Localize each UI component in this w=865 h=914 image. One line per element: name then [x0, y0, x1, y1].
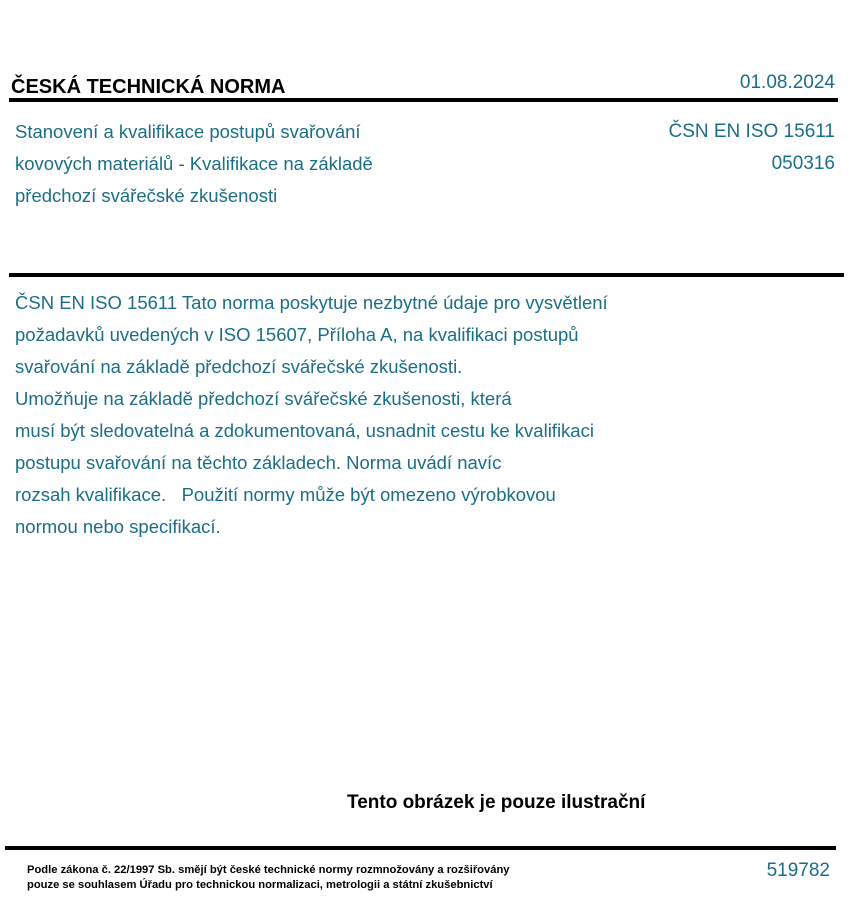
- catalog-number: 519782: [766, 860, 830, 881]
- abstract-line: požadavků uvedených v ISO 15607, Příloha A, na kvalifikaci postupů: [15, 324, 579, 345]
- abstract-line: musí být sledovatelná a zdokumentovaná, usnadnit cestu ke kvalifikaci: [15, 420, 594, 441]
- norm-class-code: 050316: [771, 153, 835, 174]
- abstract-line: svařování na základě předchozí svářečské zkušenosti.: [15, 356, 463, 377]
- document-heading: ČESKÁ TECHNICKÁ NORMA: [11, 76, 286, 98]
- norm-identification: [668, 116, 835, 180]
- illustrative-notice: Tento obrázek je pouze ilustrační: [347, 792, 646, 813]
- abstract-line: normou nebo specifikací.: [15, 516, 221, 537]
- issue-date: 01.08.2024: [739, 72, 835, 93]
- subject-line: předchozí svářečské zkušenosti: [15, 185, 278, 206]
- subject-line: Stanovení a kvalifikace postupů svařování: [15, 121, 361, 142]
- norm-subject: [15, 116, 485, 212]
- bottom-divider: [5, 846, 836, 850]
- norm-designation: ČSN EN ISO 15611: [668, 121, 835, 142]
- abstract-line: ČSN EN ISO 15611 Tato norma poskytuje nezbytné údaje pro vysvětlení: [15, 292, 608, 313]
- legal-notice: [27, 863, 510, 893]
- legal-line: Podle zákona č. 22/1997 Sb. smějí být české technické normy rozmnožovány a rozšiřovány: [27, 864, 510, 876]
- top-divider: [9, 98, 838, 102]
- abstract-line: postupu svařování na těchto základech. Norma uvádí navíc: [15, 452, 502, 473]
- subject-line: kovových materiálů - Kvalifikace na základě: [15, 153, 373, 174]
- middle-divider: [9, 273, 844, 277]
- legal-line: pouze se souhlasem Úřadu pro technickou normalizaci, metrologii a státní zkušebnictví: [27, 879, 493, 891]
- abstract-line: rozsah kvalifikace. Použití normy může být omezeno výrobkovou: [15, 484, 556, 505]
- norm-abstract: [15, 287, 735, 543]
- abstract-line: Umožňuje na základě předchozí svářečské zkušenosti, která: [15, 388, 512, 409]
